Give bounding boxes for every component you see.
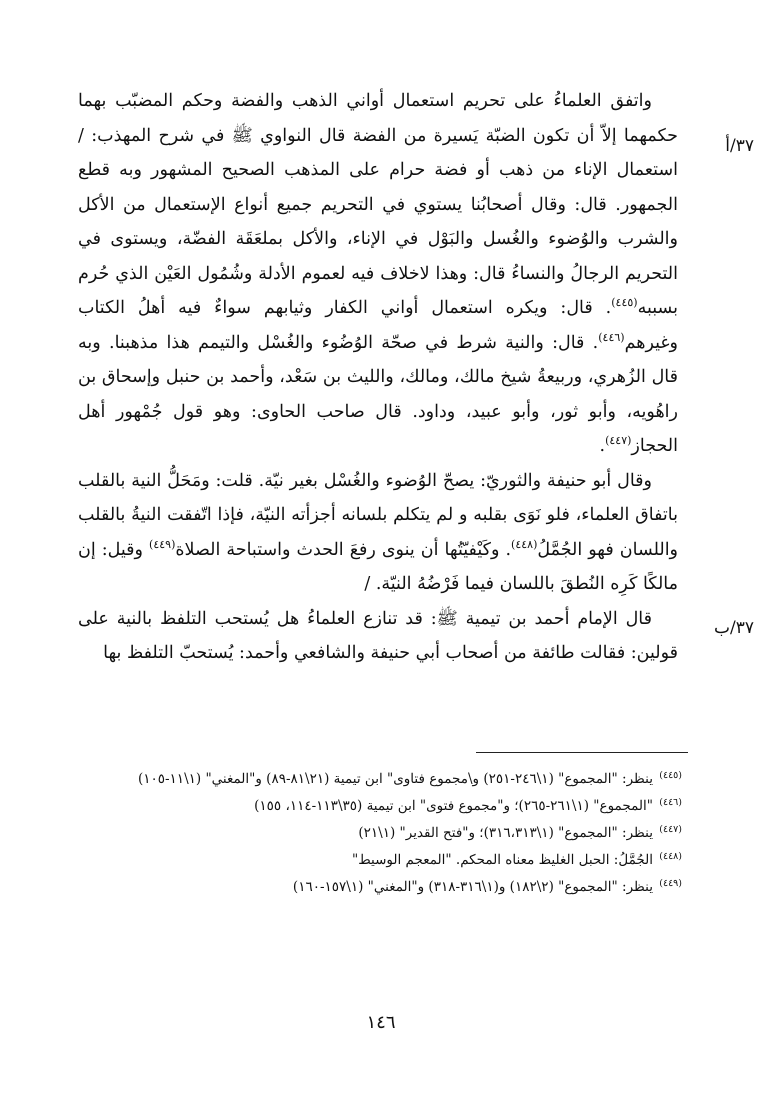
footnote-text: "المجموع" (١\٢٦١-٢٦٥)؛ و"مجموع فتوى" ابن تيمية (٣٥\١١٣-١١٤، ١٥٥) — [254, 798, 653, 814]
text-run: واتفق العلماءُ على تحريم استعمال أواني الذهب والفضة وحكم المضبّب بهما حكمهما إلاّ أن تكون الضبّة يَسيرة من الفضة قال النواوي ﷺ في شرح المهذب: / استعمال الإناء من ذهب أو فضة حرام على المذهب الصحيح المشهور وبه قطع الجمهور. قال: وقال أصحابُنا يستوي في التحريم جميع أنواع الإستعمال من الأكل والشرب والوُضوء والغُسل والبَوْل في الإناء، والأكل بملعَقَة الفضّة، ويستوى في التحريم الرجالُ والنساءُ قال: وهذا لاخلاف فيه لعموم الأدلة وشُمُول العَيْن الذي حُرم بسببه — [78, 91, 678, 318]
footnote-number: (٤٤٦) — [659, 796, 682, 808]
footnote-text: ينظر: "المجموع" (٢\١٨٢) و(١\٣١٦-٣١٨) و"المغني" (١\١٥٧-١٦٠) — [292, 879, 653, 895]
footnote-separator — [476, 752, 688, 753]
text-run: . قال: ويكره استعمال أواني الكفار وثيابهم سواءٌ فيه أهلُ الكتاب وغيرهم — [78, 298, 678, 353]
footnote-number: (٤٤٥) — [659, 769, 682, 781]
page-number: ١٤٦ — [366, 1012, 396, 1033]
paragraph-3 — [78, 602, 678, 671]
footnote-ref-447: (٤٤٧) — [605, 434, 632, 448]
footnote-text: ينظر: "المجموع" (١\٢٤٦-٢٥١) و\مجموع فتاوى" ابن تيمية (٢١\٨١-٨٩) و"المغني" (١\١١-١٠٥) — [137, 771, 653, 787]
main-text — [78, 84, 678, 671]
footnote-447 — [78, 820, 690, 847]
footnote-number: (٤٤٧) — [659, 823, 682, 835]
footnote-text: ينظر: "المجموع" (١\٣١٦،٣١٣)؛ و"فتح القدير" (١\٢١) — [358, 825, 653, 841]
footnote-ref-448: (٤٤٨) — [511, 537, 538, 551]
footnote-448 — [78, 847, 690, 874]
paragraph-1 — [78, 84, 678, 464]
footnote-ref-449: (٤٤٩) — [149, 537, 176, 551]
footnote-445 — [78, 766, 690, 793]
folio-marker-37a: ٣٧/أ — [725, 136, 754, 156]
text-run: قال الإمام أحمد بن تيمية ﷺ: قد تنازع العلماءُ هل يُستحب التلفظ بالنية على قولين: فقالت طائفة من أصحاب أبي حنيفة والشافعي وأحمد: يُستحبّ التلفظ بها — [78, 608, 678, 663]
footnotes — [78, 766, 690, 901]
text-run: . قال: والنية شرط في صحّة الوُضُوء والغُسْل والتيمم هذا مذهبنا. وبه قال الزُهري، وربيعةُ شيخ مالك، ومالك، والليث بن سَعْد، وأحمد بن حنبل وإسحاق بن راهُويه، وأبو ثور، وأبو عبيد، وداود. قال صاحب الحاوى: وهو قول جُمْهور أهل الحجاز — [78, 332, 678, 456]
folio-marker-37b: ٣٧/ب — [714, 618, 754, 638]
footnote-449 — [78, 874, 690, 901]
footnote-446 — [78, 793, 690, 820]
footnote-text: الجُمَّلُ: الحبل الغليظ معناه المحكم. "المعجم الوسيط" — [351, 852, 653, 868]
footnote-number: (٤٤٩) — [659, 877, 682, 889]
footnote-ref-445: (٤٤٥) — [611, 296, 638, 310]
text-run: . — [599, 436, 606, 456]
text-run: وقال أبو حنيفة والثوريّ: يصحّ الوُضوء والغُسْل بغير نيّة. قلت: ومَحَلُّ النية بالقلب باتفاق العلماء، فلو نَوَى بقلبه و لم يتكلم بلسانه أجزأته النيّة، فإذا اتّفقت النيةُ بالقلب واللسان فهو الجُمَّلُ — [78, 470, 679, 560]
paragraph-2 — [78, 464, 678, 602]
text-run: وقيل: إن مالكًا كَرِه النُطقَ باللسان فيما فَرْضُهُ النيّة. / — [78, 539, 678, 594]
footnote-number: (٤٤٨) — [659, 850, 682, 862]
text-run: . وكَيْفيّتُها أن ينوى رفعَ الحدث واستباحة الصلاة — [175, 539, 512, 560]
footnote-ref-446: (٤٤٦) — [598, 330, 625, 344]
